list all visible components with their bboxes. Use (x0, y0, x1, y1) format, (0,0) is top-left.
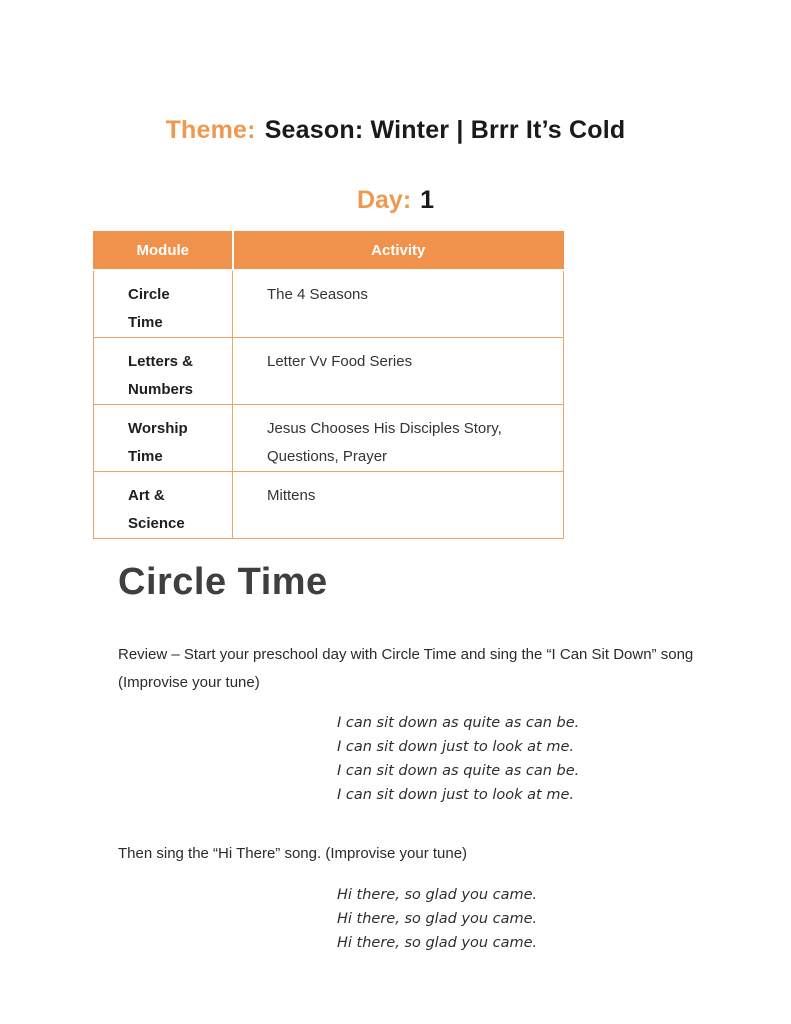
module-line: Science (128, 515, 185, 532)
lyric-line: Hi there, so glad you came. (337, 935, 538, 951)
lyric-line: I can sit down just to look at me. (337, 787, 574, 803)
theme-label: Theme: (165, 116, 256, 144)
day-number: 1 (420, 186, 435, 214)
activity-text: Jesus Chooses His Disciples Story, Questions, Prayer (267, 420, 502, 465)
table-row (94, 270, 564, 338)
lyric-line: I can sit down as quite as can be. (337, 715, 580, 731)
section-heading: Circle Time (118, 561, 328, 603)
activity-text: Letter Vv Food Series (267, 353, 413, 370)
activity-cell (233, 338, 564, 405)
table-row (94, 338, 564, 405)
module-cell (94, 270, 233, 338)
intro-line: Review – Start your preschool day with Circle Time and sing the “I Can Sit Down” song (118, 646, 694, 663)
activity-text: Mittens (267, 487, 316, 504)
lyric-line: I can sit down just to look at me. (337, 739, 574, 755)
table-header-row (94, 232, 564, 271)
bridge-paragraph: Then sing the “Hi There” song. (Improvise your tune) (118, 845, 468, 862)
day-label: Day: (356, 186, 412, 214)
day-title (0, 186, 791, 215)
module-line: Numbers (128, 381, 194, 398)
lyric-line: Hi there, so glad you came. (337, 887, 538, 903)
module-line: Worship (128, 420, 188, 437)
module-line: Letters & (128, 353, 194, 370)
schedule-table (93, 231, 564, 539)
module-line: Time (128, 314, 163, 331)
song-hi-there (337, 883, 791, 955)
module-line: Circle (128, 286, 170, 303)
module-line: Time (128, 448, 163, 465)
song-i-can-sit-down (337, 711, 791, 807)
lyric-line: I can sit down as quite as can be. (337, 763, 580, 779)
activity-text: The 4 Seasons (267, 286, 368, 303)
activity-cell (233, 405, 564, 472)
activity-cell (233, 270, 564, 338)
intro-paragraph (118, 641, 791, 697)
table-row (94, 405, 564, 472)
module-cell (94, 472, 233, 539)
module-cell (94, 405, 233, 472)
module-cell (94, 338, 233, 405)
intro-line: (Improvise your tune) (118, 674, 260, 691)
activity-cell (233, 472, 564, 539)
page-title (0, 116, 791, 145)
table-header-module: Module (94, 232, 233, 271)
table-header-activity: Activity (233, 232, 564, 271)
table-row (94, 472, 564, 539)
lyric-line: Hi there, so glad you came. (337, 911, 538, 927)
theme-text: Season: Winter | Brrr It’s Cold (264, 116, 626, 144)
module-line: Art & (128, 487, 165, 504)
